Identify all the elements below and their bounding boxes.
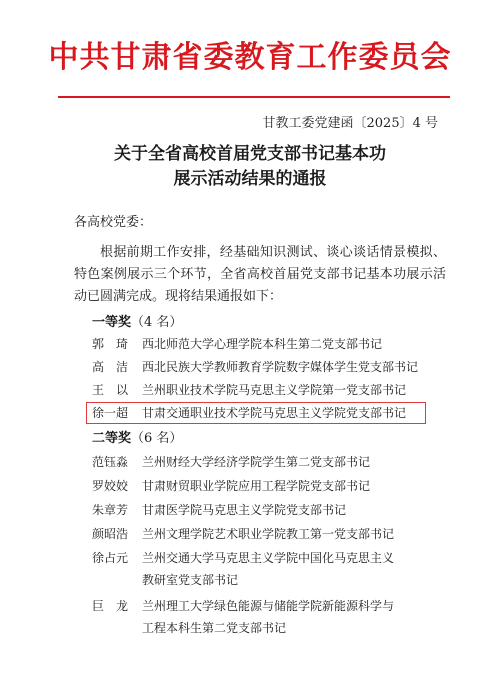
- document-title: [0, 142, 500, 192]
- winner-name: 罗姣姣: [92, 479, 129, 493]
- first-prize-heading: [92, 314, 182, 332]
- winner-name: 颜昭浩: [92, 527, 129, 541]
- winner-affiliation: 西北民族大学教师教育学院数字媒体学生党支部书记: [142, 360, 419, 374]
- winner-affiliation: 兰州文理学院艺术职业学院教工第一党支部书记: [142, 527, 395, 541]
- winner-name: 郭 琦: [92, 337, 129, 351]
- winner-affiliation: 甘肃医学院马克思主义学院党支部书记: [142, 503, 347, 517]
- winner-affiliation: 甘肃交通职业技术学院马克思主义学院党支部书记: [142, 406, 407, 420]
- winner-affiliation: 兰州财经大学经济学院学生第二党支部书记: [142, 455, 371, 469]
- first-prize-count: （4 名）: [131, 315, 183, 330]
- second-prize-count: （6 名）: [131, 431, 183, 446]
- winner-name: 朱章芳: [92, 503, 129, 517]
- winner-name: 徐占元: [92, 551, 129, 565]
- winner-name: 王 以: [92, 383, 129, 397]
- winner-name: 巨 龙: [92, 599, 129, 613]
- winner-affiliation: 兰州职业技术学院马克思主义学院第一党支部书记: [142, 383, 407, 397]
- document-number: 甘教工委党建函〔2025〕4 号: [262, 116, 438, 131]
- winner-affiliation-line-2: 工程本科生第二党支部书记: [142, 621, 287, 635]
- winner-affiliation: 甘肃财贸职业学院应用工程学院党支部书记: [142, 479, 371, 493]
- first-prize-label: 一等奖: [92, 315, 132, 330]
- winner-name: 高 洁: [92, 360, 129, 374]
- winner-affiliation: 西北师范大学心理学院本科生第二党支部书记: [142, 337, 383, 351]
- winner-affiliation-line-1: 兰州理工大学绿色能源与储能学院新能源科学与: [142, 599, 395, 613]
- header-red-rule: [58, 96, 450, 98]
- second-prize-label: 二等奖: [92, 431, 132, 446]
- document-title-line-2: 展示活动结果的通报: [173, 169, 327, 189]
- winner-name: 徐一超: [92, 406, 129, 420]
- body-paragraph: 根据前期工作安排，经基础知识测试、谈心谈话情景模拟、特色案例展示三个环节，全省高校首届党支部书记基本功展示活动已圆满完成。现将结果通报如下：: [74, 245, 446, 304]
- winner-name: 范钰淼: [92, 455, 129, 469]
- salutation: 各高校党委：: [74, 215, 153, 230]
- winner-affiliation-line-2: 教研室党支部书记: [142, 573, 239, 587]
- second-prize-heading: [92, 430, 182, 448]
- issuer-header: 中共甘肃省委教育工作委员会: [48, 40, 452, 75]
- winner-affiliation-line-1: 兰州交通大学马克思主义学院中国化马克思主义: [142, 551, 395, 565]
- document-title-line-1: 关于全省高校首届党支部书记基本功: [114, 144, 386, 164]
